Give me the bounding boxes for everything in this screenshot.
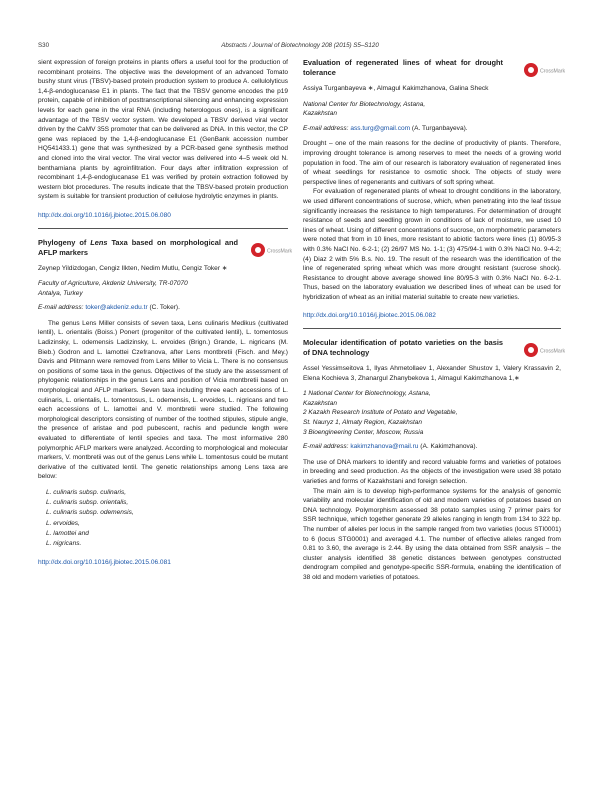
list-item: L. culinaris subsp. odemensis, — [46, 509, 134, 517]
abstract-body: For evaluation of regenerated plants of wheat to drought conditions in the laboratory, we used different concentrations of sucrose, which, when penetrating into the leaf tissue significantly increases the resistance to high temperatures. For determination of drought resistance of seeds and seedling grown in conditions of lack of moisture, we used 10 lines of wheat. Using of different concentrations of sucrose, on morphometric parameters were noted that from in 10 lines, more resistant to abiotic factors were lines (1) 80/95-3 with 0.3% NaCl No. 6-2-1; (2) 26/97 MS No. 1-1; (3) 475/94-1 with 0.3% NaCl No. 9-4-2; (4) Diaz 2 with 5% B.s. No. 19. The result of the research was the identification of the line of regenerated spring wheat which was more drought resistant (sucrose shock). Resistance to drought above average showed line 80/95-3 with 0.3% NaCl No. 6-2-1. Thus, based on the laboratory evaluation we described lines of wheat can be used for hybridization of wheat as an initial material suitable to create new varieties. — [303, 188, 561, 301]
taxa-list — [46, 488, 288, 549]
affiliation: Kazakhstan — [303, 110, 337, 118]
crossmark-icon[interactable] — [523, 60, 566, 80]
abstract-title: Evaluation of regenerated lines of wheat for drought tolerance — [303, 58, 503, 77]
abstract-header — [303, 58, 566, 78]
list-item: L. ervoides, — [46, 519, 80, 527]
svg-text:CrossMark: CrossMark — [267, 248, 293, 254]
svg-text:CrossMark: CrossMark — [540, 68, 566, 75]
abstract-header — [38, 237, 293, 258]
list-item: L. culinaris subsp. orientalis, — [46, 499, 129, 507]
affiliation: 3 Bioengineering Center, Moscow, Russia — [303, 428, 424, 436]
email-line: E-mail address: toker@akdeniz.edu.tr (C. Toker). — [38, 304, 180, 312]
section-divider — [303, 328, 561, 329]
affiliation: Faculty of Agriculture, Akdeniz University, TR-07070 — [38, 280, 188, 288]
list-item: L. nigricans. — [46, 539, 82, 547]
list-item: L. culinaris subsp. culinaris, — [46, 488, 127, 496]
svg-text:CrossMark: CrossMark — [540, 348, 566, 355]
left-column — [38, 58, 293, 568]
abstract-body: The genus Lens Miller consists of seven taxa, Lens culinaris Medikus (cultivated lentil), L. orientalis (Boiss.) Ponert (progenitor of the cultivated lentil), L. tomentosus Ladizinsky, L. odemensis Ladizinsky, L. ervoides (Brign.) Grande, L. nigricans (M. Bieb.) Godron and L. lamottei Czefranova, after Lens montbretii (Fisch. and Mey.) Davis and Plitmann were removed from Lens Miller to Vicia L. There is no consensus on positions of some taxa in the genus. Objectives of the study are the assessment of phylogenic relationships in the genus Lens and position of Vicia montbretii based on morphological and AFLP markers. Seven taxa including three each accessions of L. culinaris, L. orientalis, L. tomentosus, L. odemensis, L. ervoides, L. nigricans and two each accessions of L. lamottei and V. montbretii were studied. The following morphological descriptors consisting of number of the toothed stipules, stipule angle, the presence of aristae and pod pubescent, rachis and peduncle length were evaluated to differentiate of lentil species and taxa. The most informative 280 polymorphic AFLP markers were analyzed. According to morphological and molecular markers, V. montbretii was out of the genus Lens while L. tomentosus could be mutant derivative of the cultivated lentil. The genetic relationships among Lens taxa are below: — [38, 319, 288, 481]
affiliation: 2 Kazakh Research Institute of Potato and Vegetable, — [303, 409, 458, 417]
list-item: L. lamottei and — [46, 529, 89, 537]
running-header — [38, 42, 562, 54]
affiliation: 1 National Center for Biotechnology, Astana, — [303, 390, 431, 398]
email-link[interactable]: toker@akdeniz.edu.tr — [85, 304, 148, 312]
affiliation: Antalya, Turkey — [38, 289, 83, 297]
abstract-title: Phylogeny of Lens Taxa based on morphological and AFLP markers — [38, 237, 238, 257]
author-list: Assiya Turganbayeva ∗, Almagul Kakimzhanova, Galina Sheck — [303, 85, 489, 92]
journal-citation: Abstracts / Journal of Biotechnology 208 (2015) S5–S120 — [221, 42, 379, 49]
doi-link[interactable]: http://dx.doi.org/10.1016/j.jbiotec.2015.06.082 — [303, 312, 436, 320]
abstract-title: Molecular identification of potato varieties on the basis of DNA technology — [303, 338, 503, 358]
right-column — [303, 58, 566, 583]
crossmark-icon[interactable] — [523, 340, 566, 360]
affiliation: St. Nauryz 1, Almaty Region, Kazakhstan — [303, 419, 422, 427]
doi-link[interactable]: http://dx.doi.org/10.1016/j.jbiotec.2015.06.080 — [38, 211, 171, 219]
email-line: E-mail address: kakimzhanova@mail.ru (A. Kakimzhanova). — [303, 443, 478, 451]
page-number: S30 — [38, 42, 50, 49]
author-list: Zeynep Yildizdogan, Cengiz Ilkten, Nedim Mutlu, Cengiz Toker ∗ — [38, 264, 228, 272]
abstract-header — [303, 338, 566, 358]
intro-paragraph: sient expression of foreign proteins in plants offers a useful tool for the production of recombinant proteins. The objective was the development of an advanced Tomato bushy stunt virus (TBSV)-based protein production system to produce A. cellulolyticus 1,4-β-endoglucanase E1 in plants. The fact that the TBSV genome encodes the p19 protein, capable of inhibition of posttranscriptional silencing and enhancing expression levels for each gene in the viral RNA (including heterologous ones), is a significant advantage of the TBSV vector system. We developed a TBSV derived viral vector driven by the CaMV 35S promoter that can be delivered as DNA. In this vector, the CP gene was replaced by the 1,4-β-endoglucanase E1 (GenBank accession number HQ541433.1) gene that was synthesized by a PCR-based gene synthesis method and cloned into the viral vector. The viral vector was delivered into 4–5 week old N. benthamiana plants by agroinfiltration. Four days after infiltration expression of recombinant 1,4-β-endoglucanase E1 was verified by protein extraction followed by western blot procedures. The results indicate that the TBSV-based protein production system is suitable for transient production of cellulose hydrolytic enzymes in plants. — [38, 59, 288, 201]
author-list: Assel Yessimseitova 1, Ilyas Ahmetollaev 1, Alexander Shustov 1, Valery Krassavin 2, Elena Kochieva 3, Zhanargul Zhanybekova 1, Almagul Kakimzhanova 1,∗ — [303, 365, 561, 382]
abstract-body: The main aim is to develop high-performance systems for the analysis of genomic variability and molecular identification of old and modern varieties of potatoes based on DNA technology. Polymorphism assessed 38 potato samples using 7 primer pairs for SSR technique, which together generate 29 alleles ranging in length from 134 to 322 bp. The number of alleles per locus in the sample ranged from two varieties (locus STI0001) to 6 (locus STG0001) and averaged 4.1. The number of effective alleles ranged from 0.81 to 3.60, the average is 2.44. By using the data obtained from SSR analysis – the cluster analysis identified 38 genetic distances between genotypes constructed dendrogram compiled and genotype-specific SSR-formula, enabling the identification of 38 old and modern varieties of potatoes. — [303, 487, 561, 581]
email-link[interactable]: kakimzhanova@mail.ru — [350, 443, 419, 451]
section-divider — [38, 228, 288, 229]
crossmark-icon[interactable] — [250, 240, 293, 260]
email-line: E-mail address: ass.turg@gmail.com (A. Turganbayeva). — [303, 124, 468, 132]
abstract-body: The use of DNA markers to identify and record valuable forms and varieties of potatoes in breeding and seed production. As the objects of the investigation were used 38 potato varieties and forms of Kazakhstani and foreign selection. — [303, 458, 561, 485]
affiliation: National Center for Biotechnology, Astana, — [303, 100, 426, 108]
abstract-body: Drought – one of the main reasons for the decline of productivity of plants. Therefore, improving drought tolerance is among reserves to meet the needs of a growing world population in food. The aim of our research is laboratory evaluation of regenerated lines of wheat seedlings for resistance to osmotic shock. The objects of study were perspective lines of regenerants and cultivars of soft spring wheat. — [303, 140, 561, 186]
affiliation: Kazakhstan — [303, 399, 337, 407]
doi-link[interactable]: http://dx.doi.org/10.1016/j.jbiotec.2015.06.081 — [38, 559, 171, 567]
email-link[interactable]: ass.turg@gmail.com — [350, 124, 411, 132]
